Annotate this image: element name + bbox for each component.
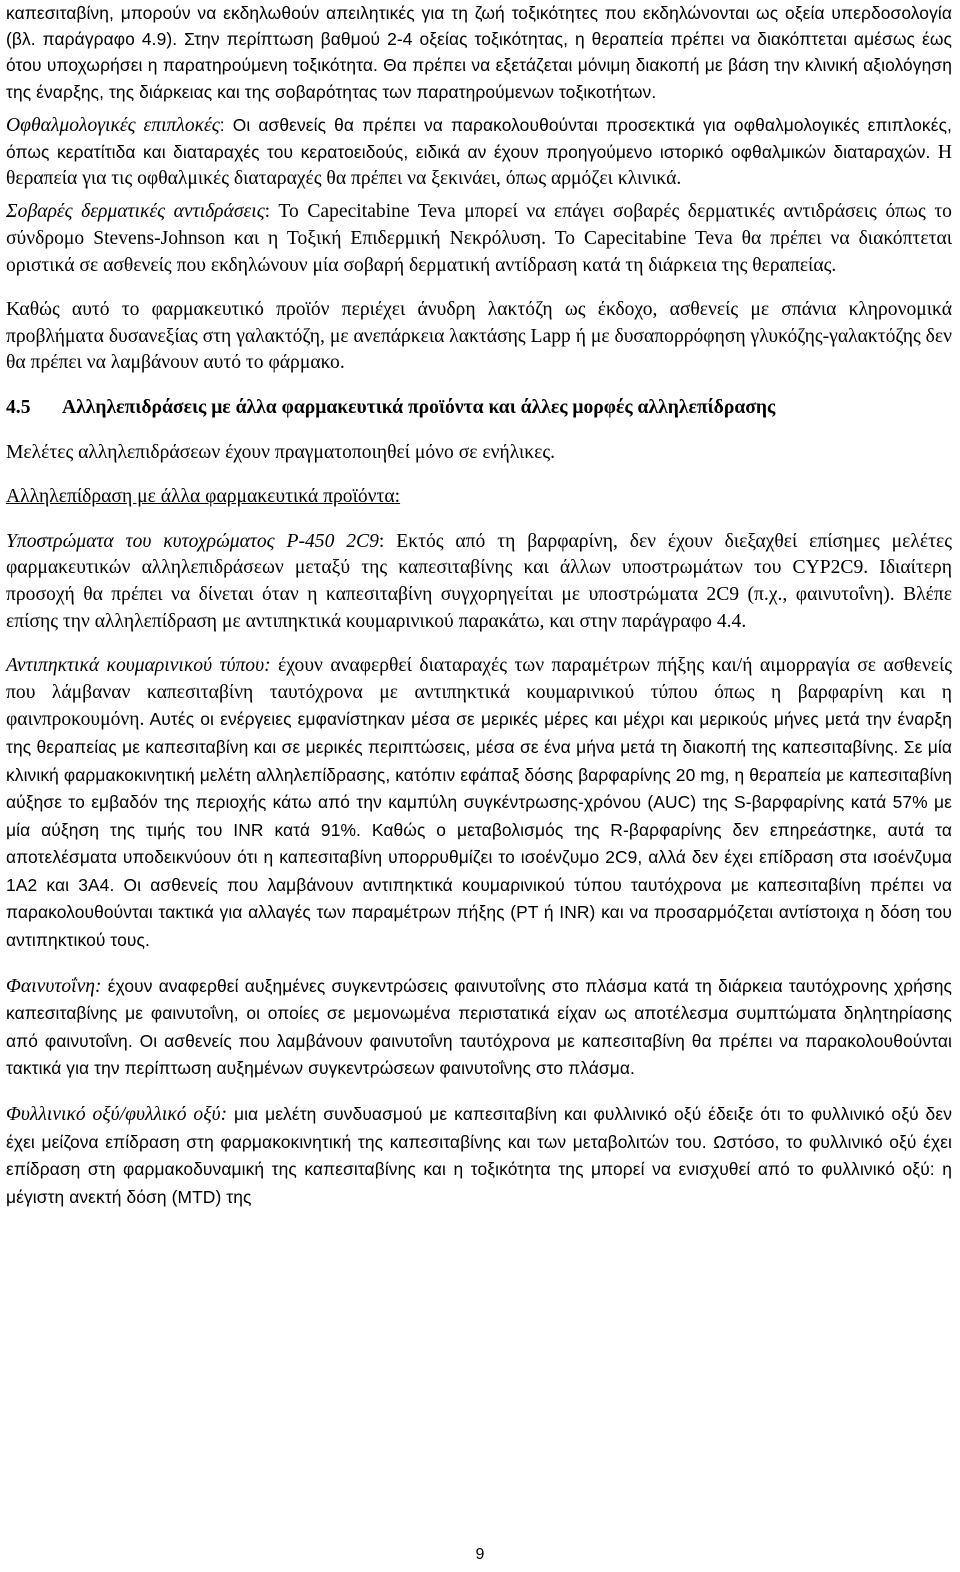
cyp-title: Υποστρώματα του κυτοχρώματος P-450 2C9: [6, 530, 379, 552]
page-number: 9: [475, 1546, 485, 1563]
acute-toxicity-text: καπεσιταβίνη, μπορούν να εκδηλωθούν απειλητικές για τη ζωή τοξικότητες που εκδηλώνονται ως οξεία υπερδοσολογία (βλ. παράγραφο 4.9). Στην περίπτωση βαθμού 2-4 οξείας τοξικότητας, η θεραπεία πρέπει να διακόπτεται αμέσως έως ότου υποχωρήσει η παρατηρούμενη τοξικότητα. Θα πρέπει να εξετάζεται μόνιμη διακοπή με βάση την κλινική αξιολόγηση της έναρξης, της διάρκειας και της σοβαρότητας των παρατηρούμενων τοξικοτήτων.: [6, 3, 952, 102]
adults-note-text: Μελέτες αλληλεπιδράσεων έχουν πραγματοποιηθεί μόνο σε ενήλικες.: [6, 441, 556, 463]
folinic-title: Φυλλινικό οξύ/φυλλικό οξύ:: [6, 1104, 228, 1126]
folinic-body-b: Ωστόσο, το φυλλινικό οξύ έχει επίδραση στη φαρμακοδυναμική της καπεσιταβίνης και η τοξικότητα της μπορεί να ενισχυθεί από το φυλλινικό οξύ: η μέγιστη ανεκτή δόση (MTD) της: [6, 1131, 952, 1207]
phenytoin-title: Φαινυτοΐνη:: [6, 975, 102, 997]
coumarin-body-a: έχουν αναφερθεί διαταραχές των παραμέτρων πήξης και/ή αιμορραγία σε ασθενείς που λάμβαναν καπεσιταβίνη ταυτόχρονα με αντιπηκτικά κουμαρινικού τύπου όπως η βαρφαρίνη και η φαινπροκουμόνη.: [6, 655, 952, 731]
phenytoin-body-b: Οι ασθενείς που λαμβάνουν φαινυτοΐνη ταυτόχρονα με καπεσιταβίνη θα πρέπει να παρακολουθούνται τακτικά για την περίπτωση αυξημένων συγκεντρώσεων φαινυτοΐνης στο πλάσμα.: [6, 1030, 952, 1079]
ophthalmic-body-a: : Οι ασθενείς θα πρέπει να παρακολουθούνται προσεκτικά για οφθαλμολογικές επιπλοκές, όπως κερατίτιδα και διαταραχές του κερατοειδούς, ειδικά αν έχουν προηγούμενο ιστορικό οφθαλμικών διαταραχών.: [6, 114, 952, 163]
paragraph-acute-toxicity: [6, 0, 952, 105]
document-page: [6, 0, 952, 1211]
cyp-body: : Εκτός από τη βαρφαρίνη, δεν έχουν διεξαχθεί επίσημες μελέτες φαρμακευτικών αλληλεπιδράσεων μεταξύ της καπεσιταβίνης και άλλων υποστρωμάτων του CYP2C9. Ιδιαίτερη προσοχή θα πρέπει να δίνεται όταν η καπεσιταβίνη συγχορηγείται με υποστρώματα 2C9 (π.χ., φαινυτοΐνη). Βλέπε επίσης την αλληλεπίδραση με αντιπηκτικά κουμαρινικού παρακάτω, και στην παράγραφο 4.4.: [6, 530, 952, 632]
paragraph-ophthalmic-complications: [6, 112, 952, 193]
folinic-body-a: μια μελέτη συνδυασμού με καπεσιταβίνη και φυλλινικό οξύ έδειξε ότι το φυλλινικό οξύ δεν έχει μείζονα επίδραση στη φαρμακοκινητική της καπεσιταβίνης και των μεταβολιτών του.: [6, 1104, 952, 1152]
section-number: 4.5: [6, 396, 31, 418]
skin-title: Σοβαρές δερματικές αντιδράσεις: [6, 201, 265, 223]
interaction-subheading-text: Αλληλεπίδραση με άλλα φαρμακευτικά προϊόντα:: [6, 486, 401, 508]
paragraph-skin-reactions: [6, 199, 952, 279]
paragraph-phenytoin: [6, 973, 952, 1083]
section-title: Αλληλεπιδράσεις με άλλα φαρμακευτικά προϊόντα και άλλες μορφές αλληλεπίδρασης: [62, 396, 776, 418]
section-heading-4-5: [6, 395, 952, 422]
coumarin-title: Αντιπηκτικά κουμαρινικού τύπου:: [6, 655, 271, 677]
paragraph-folinic-acid: [6, 1101, 952, 1211]
paragraph-adults-note: [6, 440, 952, 467]
coumarin-body-b: Αυτές οι ενέργειες εμφανίστηκαν μέσα σε μερικές μέρες και μέχρι και μερικούς μήνες μετά την έναρξη της θεραπείας με καπεσιταβίνη και σε μερικές περιπτώσεις, μέσα σε ένα μήνα μετά τη διακοπή της καπεσιταβίνης. Σε μία κλινική φαρμακοκινητική μελέτη αλληλεπίδρασης, κατόπιν εφάπαξ δόσης βαρφαρίνης 20 mg, η θεραπεία με καπεσιταβίνη αύξησε το εμβαδόν της περιοχής κάτω από την καμπύλη συγκέντρωσης-χρόνου (AUC) της S-βαρφαρίνης κατά 57% με μία αύξηση της τιμής του INR κατά 91%. Καθώς ο μεταβολισμός της R-βαρφαρίνης δεν επηρεάστηκε, αυτά τα αποτελέσματα υποδεικνύουν ότι η καπεσιταβίνη υπορρυθμίζει το ισοένζυμο 2C9, αλλά δεν έχει επίδραση στα ισοένζυμα 1A2 και 3A4. Οι ασθενείς που λαμβάνουν αντιπηκτικά κουμαρινικού τύπου ταυτόχρονα με καπεσιταβίνη πρέπει να παρακολουθούνται τακτικά για αλλαγές των παραμέτρων πήξης (PT ή INR) και να προσαρμόζεται αντίστοιχα η δόση του αντιπηκτικού τους.: [6, 709, 952, 951]
paragraph-cyp2c9: [6, 529, 952, 635]
phenytoin-body-a: έχουν αναφερθεί αυξημένες συγκεντρώσεις φαινυτοΐνης στο πλάσμα κατά τη διάρκεια ταυτόχρονης χρήσης καπεσιταβίνης με φαινυτοΐνη, οι οποίες σε μεμονωμένα περιστατικά είχαν ως αποτέλεσμα συμπτώματα δηλητηρίασης από φαινυτοΐνη.: [6, 975, 952, 1051]
paragraph-lactose: [6, 297, 952, 377]
ophthalmic-body-b: Η θεραπεία για τις οφθαλμικές διαταραχές θα πρέπει να ξεκινάει, όπως αρμόζει κλινικά.: [6, 142, 952, 190]
paragraph-coumarin-anticoagulants: [6, 653, 952, 955]
skin-body: : Το Capecitabine Teva μπορεί να επάγει σοβαρές δερματικές αντιδράσεις όπως το σύνδρομο Stevens-Johnson και η Τοξική Επιδερμική Νεκρόλυση. Το Capecitabine Teva θα πρέπει να διακόπτεται οριστικά σε ασθενείς που εκδηλώνουν μία σοβαρή δερματική αντίδραση κατά τη διάρκεια της θεραπείας.: [6, 201, 952, 276]
interaction-subheading: [6, 484, 952, 511]
lactose-body: Καθώς αυτό το φαρμακευτικό προϊόν περιέχει άνυδρη λακτόζη ως έκδοχο, ασθενείς με σπάνια κληρονομικά προβλήματα δυσανεξίας στη γαλακτόζη, με ανεπάρκεια λακτάσης Lapp ή με δυσαπορρόφηση γλυκόζης-γαλακτόζης δεν θα πρέπει να λαμβάνουν αυτό το φάρμακο.: [6, 299, 952, 374]
ophthalmic-title: Οφθαλμολογικές επιπλοκές: [6, 114, 220, 136]
